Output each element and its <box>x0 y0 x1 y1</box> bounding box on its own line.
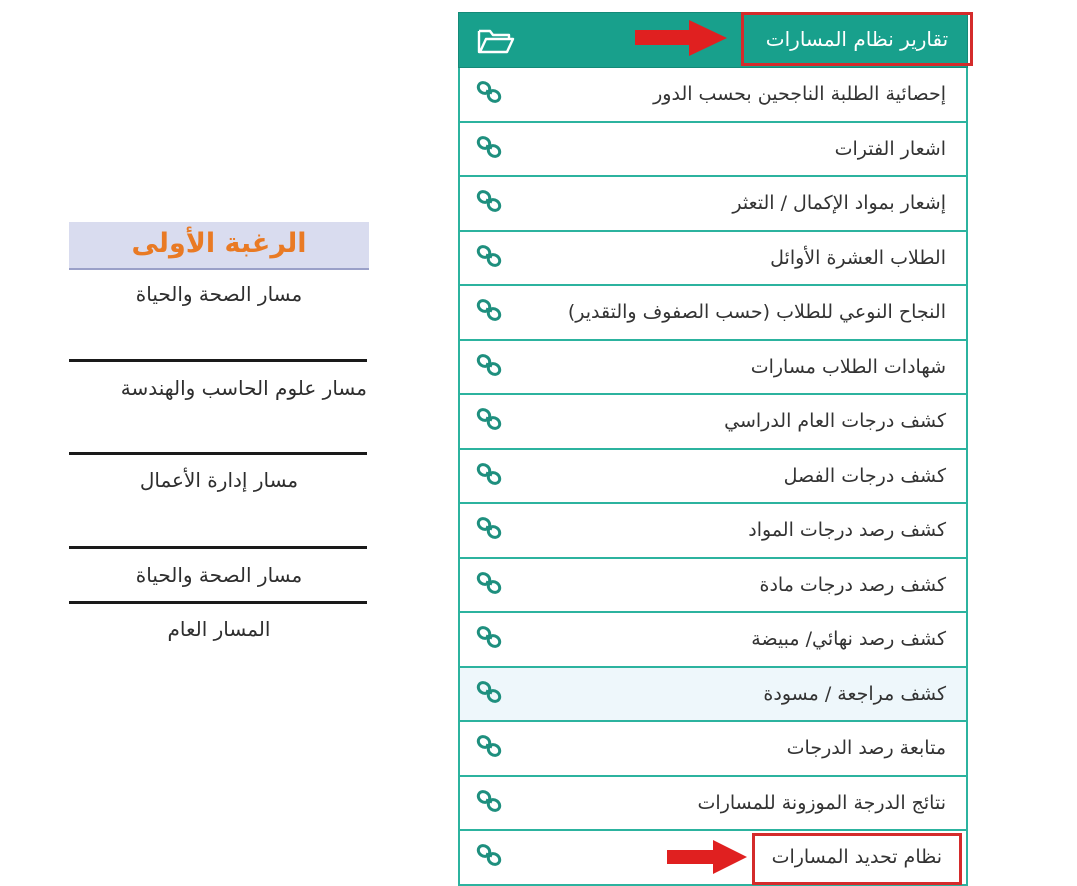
preference-row-1: مسار الصحة والحياة <box>135 282 303 306</box>
menu-item[interactable] <box>458 450 968 505</box>
link-icon <box>474 189 504 213</box>
menu-title[interactable]: تقارير نظام المسارات <box>741 12 973 66</box>
menu-item[interactable] <box>458 123 968 178</box>
menu-item[interactable] <box>458 341 968 396</box>
link-icon <box>474 789 504 813</box>
preference-divider <box>69 452 367 455</box>
arrow-right-icon <box>633 18 729 58</box>
link-icon <box>474 734 504 758</box>
menu-item-label: إحصائية الطلبة الناجحين بحسب الدور <box>653 83 946 105</box>
link-icon <box>474 353 504 377</box>
menu-items <box>458 68 968 886</box>
menu-item-label: كشف درجات الفصل <box>783 464 946 487</box>
menu-item-label: اشعار الفترات <box>834 137 946 160</box>
link-icon <box>474 462 504 486</box>
preference-divider <box>69 546 367 549</box>
menu-item[interactable] <box>458 504 968 559</box>
folder-open-icon <box>477 27 515 55</box>
menu-item-label: الطلاب العشرة الأوائل <box>770 246 946 269</box>
menu-item-label: كشف مراجعة / مسودة <box>763 682 946 705</box>
menu-item[interactable] <box>458 232 968 287</box>
link-icon <box>474 680 504 704</box>
menu-item[interactable] <box>458 559 968 614</box>
preference-row-5: المسار العام <box>167 617 271 641</box>
link-icon <box>474 625 504 649</box>
reports-menu <box>458 12 968 886</box>
arrow-right-icon <box>665 838 749 876</box>
menu-item[interactable] <box>458 68 968 123</box>
menu-item-label: شهادات الطلاب مسارات <box>750 355 946 378</box>
link-icon <box>474 135 504 159</box>
link-icon <box>474 80 504 104</box>
link-icon <box>474 244 504 268</box>
preference-table <box>69 222 369 270</box>
preference-divider <box>69 601 367 604</box>
menu-item-label: متابعة رصد الدرجات <box>786 737 946 759</box>
link-icon <box>474 407 504 431</box>
link-icon <box>474 843 504 867</box>
preference-divider <box>69 359 367 362</box>
menu-item[interactable] <box>458 777 968 832</box>
preference-row-2: مسار علوم الحاسب والهندسة <box>120 376 367 400</box>
link-icon <box>474 571 504 595</box>
menu-item-label: كشف رصد درجات المواد <box>748 519 946 541</box>
menu-item-label: نظام تحديد المسارات <box>771 846 942 868</box>
preference-row-4: مسار الصحة والحياة <box>135 563 303 587</box>
menu-item[interactable] <box>458 668 968 723</box>
menu-item-label: كشف درجات العام الدراسي <box>724 410 946 432</box>
menu-item[interactable] <box>458 722 968 777</box>
menu-item[interactable] <box>458 286 968 341</box>
menu-item-label: إشعار بمواد الإكمال / التعثر <box>732 192 946 214</box>
menu-item-label: كشف رصد درجات مادة <box>759 573 946 596</box>
link-icon <box>474 298 504 322</box>
menu-item[interactable] <box>458 395 968 450</box>
preference-header: الرغبة الأولى <box>69 222 369 270</box>
menu-item[interactable] <box>458 177 968 232</box>
link-icon <box>474 516 504 540</box>
menu-item-label: كشف رصد نهائي/ مبيضة <box>751 628 946 650</box>
menu-item-label: النجاح النوعي للطلاب (حسب الصفوف والتقدير) <box>567 301 946 323</box>
preference-row-3: مسار إدارة الأعمال <box>139 468 299 492</box>
menu-item-label: نتائج الدرجة الموزونة للمسارات <box>697 791 946 814</box>
menu-item[interactable] <box>458 613 968 668</box>
